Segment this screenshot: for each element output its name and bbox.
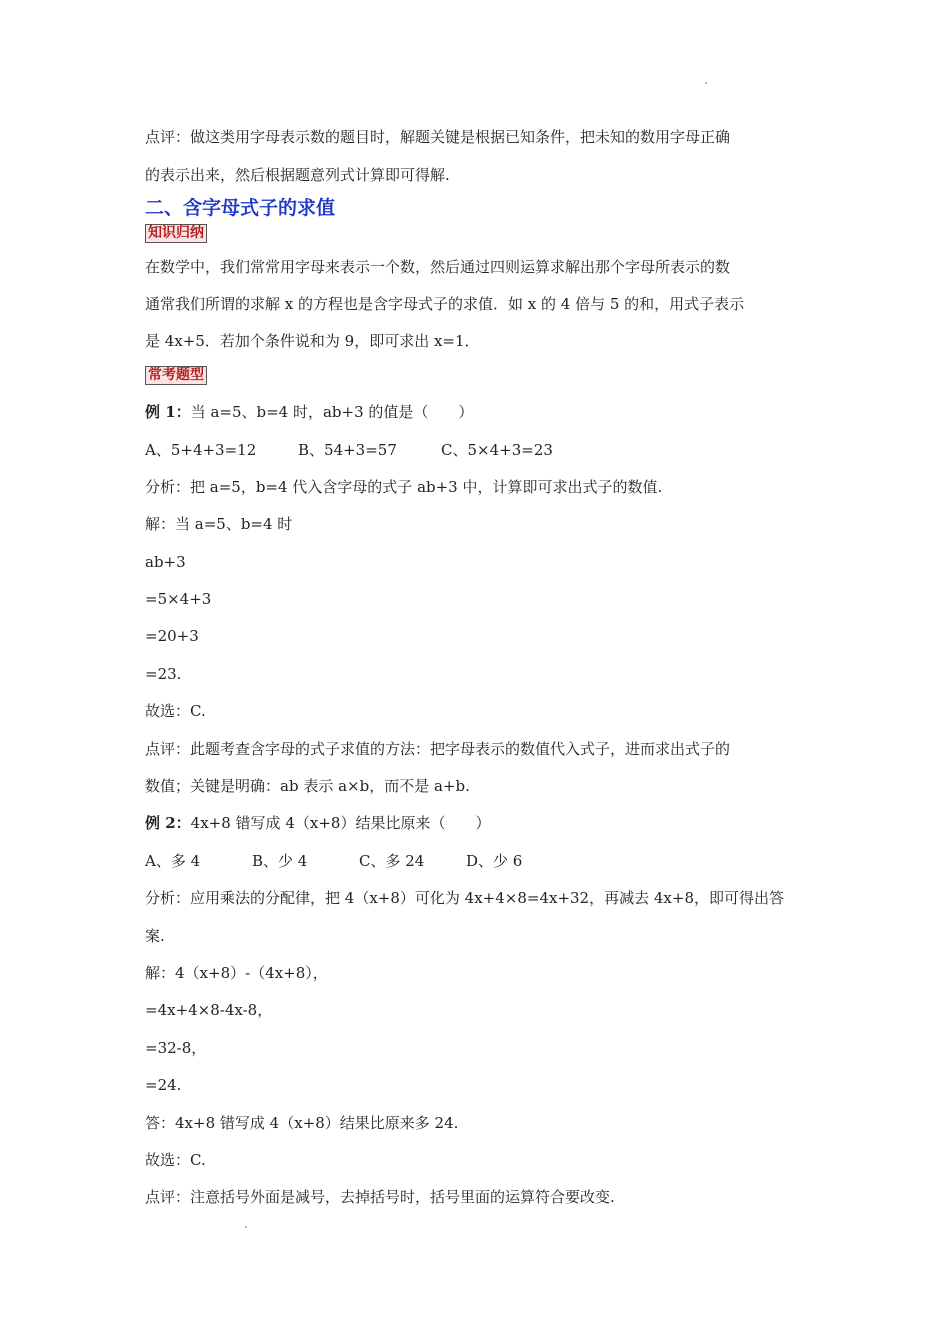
example2-option-a: A、多 4 [145, 852, 201, 870]
example2-solution-3: =32-8， [145, 1039, 207, 1057]
example2-solution-2: =4x+4×8-4x-8， [145, 1001, 273, 1019]
example2-option-d: D、少 6 [466, 852, 523, 870]
example1-solution-2: ab+3 [145, 553, 186, 571]
example2-solution-1: 解：4（x+8）-（4x+8）， [145, 964, 328, 982]
example1-options [145, 440, 810, 460]
example1-solution-3: =5×4+3 [145, 590, 212, 608]
example2-analysis-2: 案. [145, 927, 165, 945]
example2-question-text: 4x+8 错写成 4（x+8）结果比原来（ ） [190, 814, 491, 832]
example2-review: 点评：注意括号外面是减号，去掉括号时，括号里面的运算符合要改变. [145, 1188, 615, 1206]
page-mark-bottom [245, 1226, 247, 1228]
example1-analysis: 分析：把 a=5，b=4 代入含字母的式子 ab+3 中，计算即可求出式子的数值. [145, 478, 663, 496]
example2-options [145, 851, 810, 871]
example2-choice: 故选：C. [145, 1151, 206, 1169]
example1-solution-1: 解：当 a=5、b=4 时 [145, 515, 293, 533]
example2-option-b: B、少 4 [252, 852, 308, 870]
example1-option-a: A、5+4+3=12 [145, 441, 257, 459]
example1-option-b: B、54+3=57 [298, 441, 397, 459]
example2-question [145, 813, 810, 833]
example1-review-1: 点评：此题考查含字母的式子求值的方法：把字母表示的数值代入式子，进而求出式子的 [145, 740, 731, 758]
section-title: 二、含字母式子的求值 [145, 197, 336, 219]
example1-question [145, 402, 810, 422]
knowledge-line-2: 通常我们所谓的求解 x 的方程也是含字母式子的求值．如 x 的 4 倍与 5 的和，用式子表示 [145, 295, 745, 313]
example1-review-2: 数值；关键是明确：ab 表示 a×b，而不是 a+b. [145, 777, 470, 795]
knowledge-line-3: 是 4x+5．若加个条件说和为 9，即可求出 x=1． [145, 332, 480, 350]
review-line-2: 的表示出来，然后根据题意列式计算即可得解. [145, 166, 450, 184]
example2-solution-4: =24. [145, 1076, 182, 1094]
example1-solution-4: =20+3 [145, 627, 199, 645]
review-line-1: 点评：做这类用字母表示数的题目时，解题关键是根据已知条件，把未知的数用字母正确 [145, 128, 731, 146]
example2-option-c: C、多 24 [359, 852, 425, 870]
example1-solution-5: =23. [145, 665, 182, 683]
example2-analysis-1: 分析：应用乘法的分配律，把 4（x+8）可化为 4x+4×8=4x+32，再减去 4x+8，即可得出答 [145, 889, 784, 907]
tag-common: 常考题型 [145, 366, 207, 385]
knowledge-line-1: 在数学中，我们常常用字母来表示一个数，然后通过四则运算求解出那个字母所表示的数 [145, 258, 731, 276]
page-mark-top [705, 82, 707, 84]
example1-label: 例 1： [145, 403, 191, 421]
tag-knowledge: 知识归纳 [145, 224, 207, 243]
example1-choice: 故选：C. [145, 702, 206, 720]
example1-option-c: C、5×4+3=23 [441, 441, 553, 459]
example1-question-text: 当 a=5、b=4 时，ab+3 的值是（ ） [190, 403, 474, 421]
example2-label: 例 2： [145, 814, 191, 832]
example2-answer: 答：4x+8 错写成 4（x+8）结果比原来多 24. [145, 1114, 459, 1132]
